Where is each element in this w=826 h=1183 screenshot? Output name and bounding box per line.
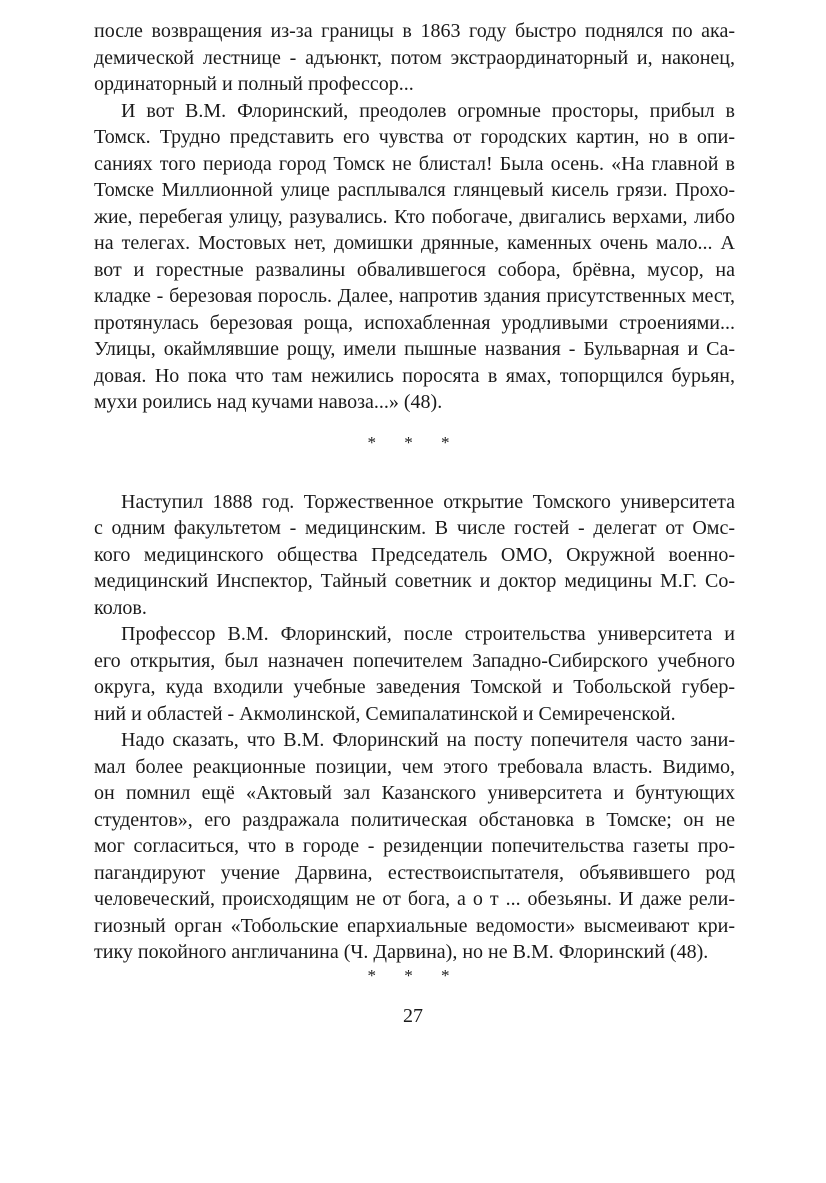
text-line: И вот В.М. Флоринский, преодолев огромные просторы, прибыл в — [121, 99, 735, 122]
text-line: человеческий, происходящим не от бога, а о т ... обезьяны. И даже рели- — [94, 888, 735, 910]
text-line: округа, куда входили учебные заведения Томской и Тобольской губер- — [94, 676, 735, 698]
section-separator: * * * — [367, 965, 462, 985]
text-line: гиозный орган «Тобольские епархиальные ведомости» высмеивают кри- — [94, 914, 735, 937]
paragraph-university-opening — [94, 489, 735, 622]
text-line: тику покойного англичанина (Ч. Дарвина), но не В.М. Флоринский (48). — [94, 941, 709, 963]
text-line: мухи роились над кучами навоза...» (48). — [94, 391, 443, 413]
paragraph-trustee-appointment — [94, 621, 735, 727]
text-line: вот и горестные развалины обвалившегося собора, брёвна, мусор, на — [94, 258, 735, 281]
text-line: Улицы, окаймлявшие рощу, имели пышные названия - Бульварная и Са- — [94, 338, 735, 360]
text-line: Наступил 1888 год. Торжественное открытие Томского университета — [121, 490, 735, 513]
text-line: демической лестнице - адъюнкт, потом экстраординаторный и, наконец, — [94, 46, 735, 69]
text-line: студентов», его раздражала политическая обстановка в Томске; он не — [94, 808, 735, 831]
text-line: протянулась березовая роща, испохабленная уродливыми строениями... — [94, 311, 735, 334]
text-line: кладке - березовая поросль. Далее, напротив здания присутственных мест, — [94, 285, 735, 307]
text-line: ний и областей - Акмолинской, Семипалатинской и Семиреченской. — [94, 702, 676, 725]
text-line: саниях того периода город Томск не блистал! Была осень. «На главной в — [94, 152, 735, 175]
text-line: он помнил ещё «Актовый зал Казанского университета и бунтующих — [94, 782, 735, 804]
text-line: с одним факультетом - медицинским. В числе гостей - делегат от Омс- — [94, 517, 735, 539]
text-line: Профессор В.М. Флоринский, после строительства университета и — [121, 623, 735, 645]
text-line: колов. — [94, 596, 147, 619]
text-line: его открытия, был назначен попечителем Западно-Сибирского учебного — [94, 649, 735, 672]
paragraph-tomsk-arrival — [94, 98, 735, 416]
text-line: Томске Миллионной улице расплывался глянцевый кисель грязи. Прохо- — [94, 179, 735, 201]
text-line: кого медицинского общества Председатель ОМО, Окружной военно- — [94, 543, 735, 566]
page-body — [94, 18, 735, 986]
text-line: ординаторный и полный профессор... — [94, 73, 414, 95]
section-separator: * * * — [367, 432, 462, 452]
paragraph-reactionary-positions — [94, 727, 735, 966]
text-line: жие, перебегая улицу, разувались. Кто побогаче, двигались верхами, либо — [94, 205, 735, 228]
text-line: довая. Но пока что там нежились поросята в ямах, топорщился бурьян, — [94, 364, 735, 387]
text-line: мог согласиться, что в городе - резиденции попечительства газеты про- — [94, 835, 735, 857]
text-line: после возвращения из-за границы в 1863 году быстро поднялся по ака- — [94, 20, 735, 42]
paragraph-continuation — [94, 18, 735, 98]
text-line: медицинский Инспектор, Тайный советник и доктор медицины М.Г. Со- — [94, 570, 735, 592]
page-number: 27 — [403, 1005, 423, 1027]
text-line: пагандируют учение Дарвина, естествоиспытателя, объявившего род — [94, 861, 735, 884]
text-line: Томск. Трудно представить его чувства от городских картин, но в опи- — [94, 126, 735, 148]
text-line: на телегах. Мостовых нет, домишки дрянные, каменных очень мало... А — [94, 232, 735, 254]
text-line: мал более реакционные позиции, чем этого требовала власть. Видимо, — [94, 755, 735, 778]
text-line: Надо сказать, что В.М. Флоринский на посту попечителя часто зани- — [121, 729, 735, 751]
